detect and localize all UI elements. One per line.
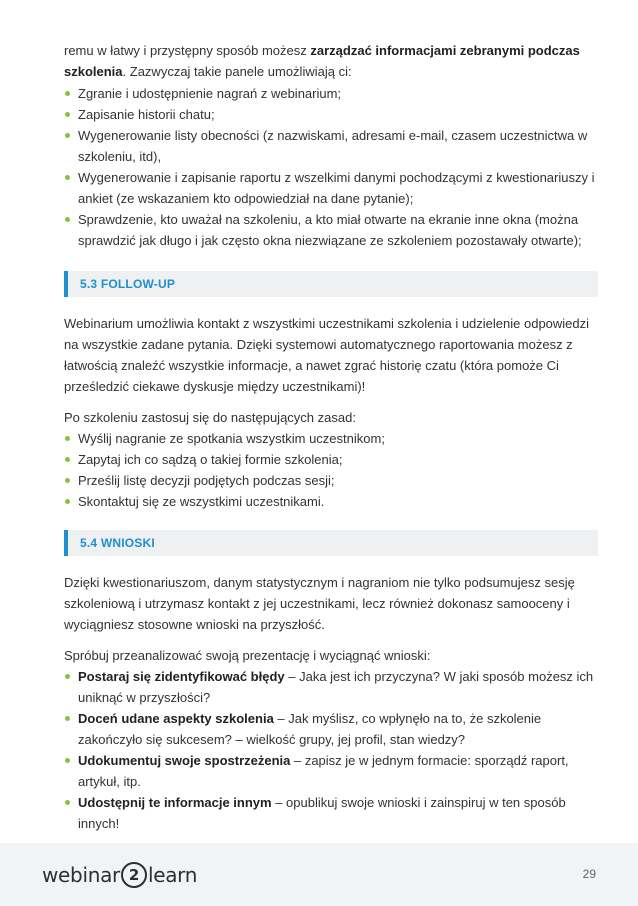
- bullet-icon: [65, 800, 70, 805]
- list-item: Wyślij nagranie ze spotkania wszystkim uczestnikom;: [64, 428, 598, 449]
- follow-up-list: [64, 428, 598, 512]
- logo-text-left: webinar: [42, 863, 120, 887]
- section-heading-follow-up: [64, 271, 598, 297]
- wnioski-paragraph: Dzięki kwestionariuszom, danym statystycznym i nagraniom nie tylko podsumujesz sesję szkoleniową i utrzymasz kontakt z jej uczestnikami, lecz również dokonasz samooceny i wyciągniesz stosowne wnioski na przyszłość.: [64, 575, 575, 632]
- bullet-icon: [65, 217, 70, 222]
- bullet-icon: [65, 758, 70, 763]
- list-item: Zapytaj ich co sądzą o takiej formie szkolenia;: [64, 449, 598, 470]
- list-item: Udokumentuj swoje spostrzeżenia – zapisz je w jednym formacie: sporządź raport, artykuł, itp.: [64, 750, 598, 792]
- list-item: Wygenerowanie i zapisanie raportu z wszelkimi danymi pochodzącymi z kwestionariuszy i ankiet (ze wskazaniem kto odpowiedział na dane pytanie);: [64, 167, 598, 209]
- wnioski-list: [64, 666, 598, 834]
- bullet-icon: [65, 436, 70, 441]
- list-item: Skontaktuj się ze wszystkimi uczestnikami.: [64, 491, 598, 512]
- follow-up-lead: Po szkoleniu zastosuj się do następujących zasad:: [64, 410, 356, 425]
- bullet-icon: [65, 716, 70, 721]
- bullet-icon: [65, 674, 70, 679]
- webinar2learn-logo[interactable]: [42, 861, 197, 889]
- wnioski-lead: Spróbuj przeanalizować swoją prezentację i wyciągnąć wnioski:: [64, 648, 431, 663]
- follow-up-paragraph: Webinarium umożliwia kontakt z wszystkimi uczestnikami szkolenia i udzielenie odpowiedzi na wszystkie zadane pytania. Dzięki systemowi automatycznego raportowania możesz z łatwością znaleźć wszystkie informacje, a nawet zgrać historię czatu (która pomoże Ci prześledzić ciekawe dyskusje między uczestnikami)!: [64, 316, 590, 394]
- bullet-icon: [65, 499, 70, 504]
- intro-bold-text: zarządzać informacjami zebranymi podczas szkolenia: [64, 43, 580, 79]
- intro-tail-text: . Zazwyczaj takie panele umożliwiają ci:: [122, 64, 352, 79]
- intro-text: remu w łatwy i przystępny sposób możesz: [64, 43, 311, 58]
- list-item: Doceń udane aspekty szkolenia – Jak myślisz, co wpłynęło na to, że szkolenie zakończyło się sukcesem? – wielkość grupy, jej profil, stan wiedzy?: [64, 708, 598, 750]
- bullet-icon: [65, 478, 70, 483]
- list-item: Sprawdzenie, kto uważał na szkoleniu, a kto miał otwarte na ekranie inne okna (można sprawdzić jak długo i jak często okna niezwiązane ze szkoleniem pozostawały otwarte);: [64, 209, 598, 251]
- list-item: Zgranie i udostępnienie nagrań z webinarium;: [64, 83, 598, 104]
- logo-two-icon: 2: [121, 862, 147, 888]
- bullet-icon: [65, 175, 70, 180]
- section-title: 5.3 FOLLOW-UP: [80, 277, 176, 291]
- heading-accent-bar: [64, 271, 68, 297]
- list-item: Postaraj się zidentyfikować błędy – Jaka jest ich przyczyna? W jaki sposób możesz ich uniknąć w przyszłości?: [64, 666, 598, 708]
- heading-accent-bar: [64, 530, 68, 556]
- bullet-icon: [65, 91, 70, 96]
- page-content: [64, 40, 598, 834]
- bullet-icon: [65, 457, 70, 462]
- logo-text-right: learn: [147, 863, 198, 887]
- bullet-icon: [65, 112, 70, 117]
- page-number: 29: [582, 867, 596, 881]
- list-item: Prześlij listę decyzji podjętych podczas sesji;: [64, 470, 598, 491]
- bullet-icon: [65, 133, 70, 138]
- section-title: 5.4 WNIOSKI: [80, 536, 155, 550]
- section-heading-wnioski: [64, 530, 598, 556]
- list-item: Wygenerowanie listy obecności (z nazwiskami, adresami e-mail, czasem uczestnictwa w szkoleniu, itd),: [64, 125, 598, 167]
- page-footer: [0, 843, 638, 906]
- intro-paragraph: [64, 40, 598, 82]
- list-item: Udostępnij te informacje innym – opublikuj swoje wnioski i zainspiruj w ten sposób innych!: [64, 792, 598, 834]
- list-item: Zapisanie historii chatu;: [64, 104, 598, 125]
- capabilities-list: [64, 83, 598, 251]
